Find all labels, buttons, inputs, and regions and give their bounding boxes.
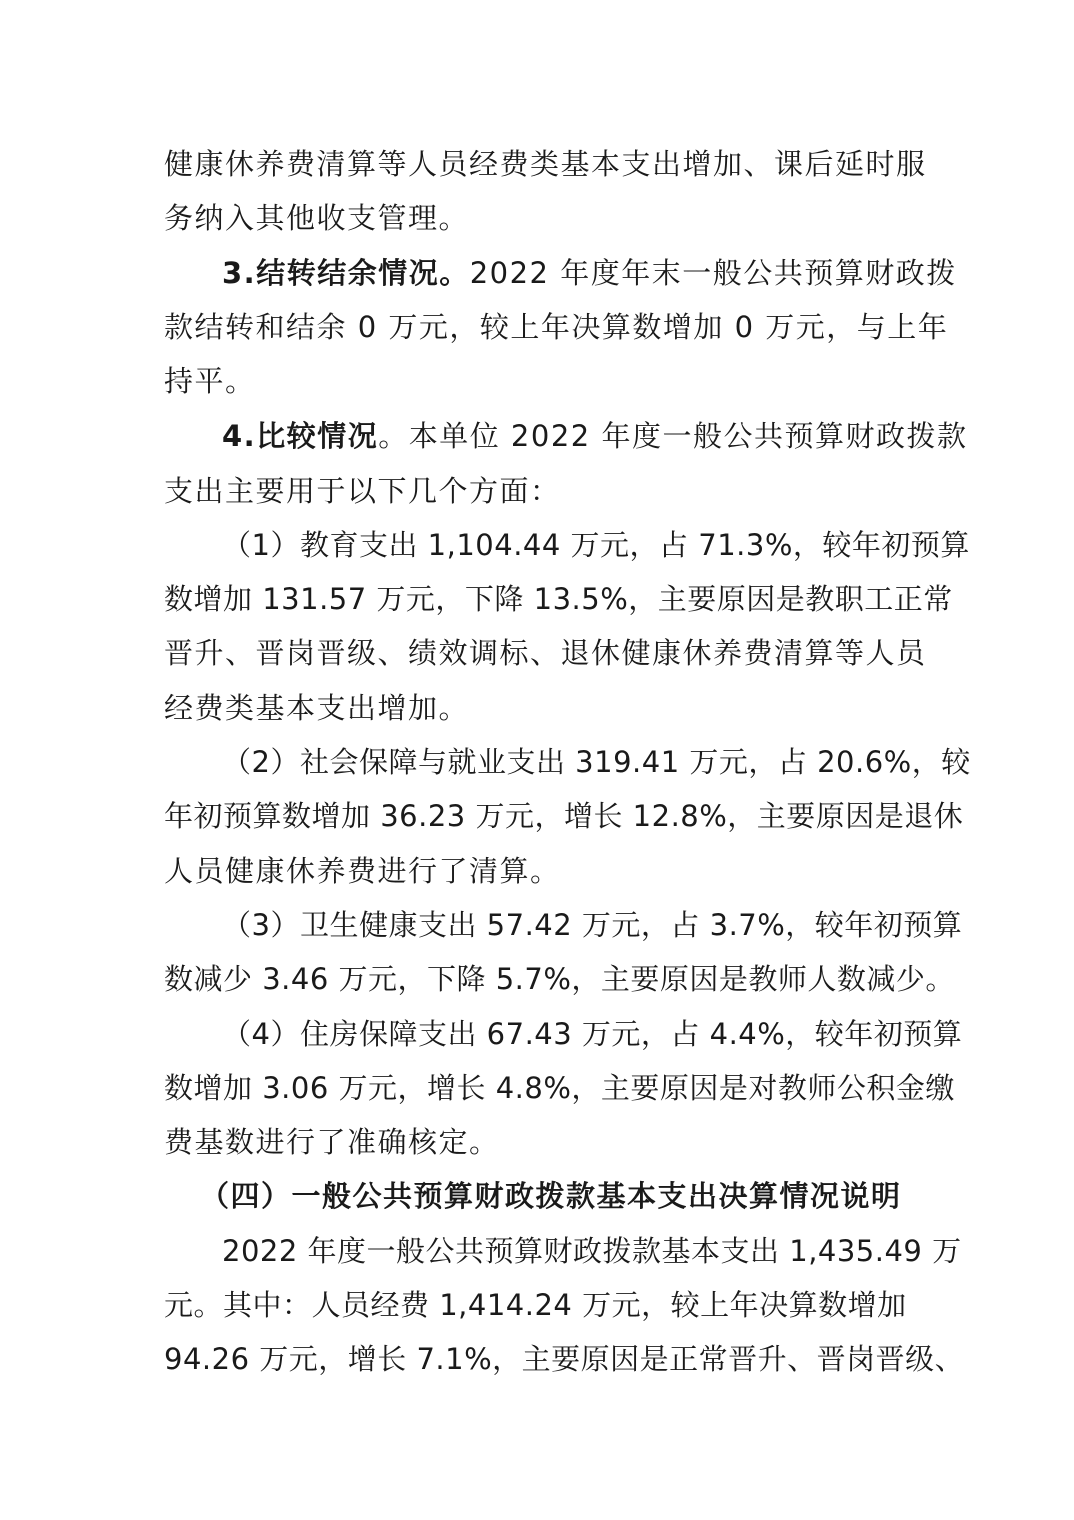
paragraph-line: （3）卫生健康支出 57.42 万元，占 3.7%，较年初预算 — [222, 908, 963, 942]
paragraph-line: 94.26 万元，增长 7.1%，主要原因是正常晋升、晋岗晋级、 — [164, 1342, 965, 1376]
paragraph-line: 款结转和结余 0 万元，较上年决算数增加 0 万元，与上年 — [164, 310, 949, 344]
line-text: 。本单位 2022 年度一般公共预算财政拨款 — [378, 419, 968, 453]
paragraph-line: 数减少 3.46 万元，下降 5.7%，主要原因是教师人数减少。 — [164, 962, 955, 996]
line-text: 2022 年度年末一般公共预算财政拨 — [469, 256, 957, 290]
paragraph-line — [222, 252, 972, 294]
paragraph-line: 持平。 — [164, 364, 256, 398]
paragraph-line: （1）教育支出 1,104.44 万元，占 71.3%，较年初预算 — [222, 528, 970, 562]
paragraph-line: （4）住房保障支出 67.43 万元，占 4.4%，较年初预算 — [222, 1017, 963, 1051]
paragraph-line: 年初预算数增加 36.23 万元，增长 12.8%，主要原因是退休 — [164, 799, 964, 833]
section-label: 4.比较情况 — [222, 419, 379, 453]
section-label: 3.结转结余情况。 — [222, 256, 470, 290]
paragraph-line: 经费类基本支出增加。 — [164, 691, 470, 725]
paragraph-line: 费基数进行了准确核定。 — [164, 1125, 500, 1159]
paragraph-line: 数增加 3.06 万元，增长 4.8%，主要原因是对教师公积金缴 — [164, 1071, 955, 1105]
paragraph-line — [222, 415, 972, 457]
paragraph-line: 人员健康休养费进行了清算。 — [164, 854, 561, 888]
section-heading: （四）一般公共预算财政拨款基本支出决算情况说明 — [200, 1179, 902, 1213]
paragraph-line: 务纳入其他收支管理。 — [164, 201, 470, 235]
paragraph-line: 晋升、晋岗晋级、绩效调标、退休健康休养费清算等人员 — [164, 636, 927, 670]
paragraph-line: 元。其中：人员经费 1,414.24 万元，较上年决算数增加 — [164, 1288, 907, 1322]
paragraph-line: （2）社会保障与就业支出 319.41 万元，占 20.6%，较 — [222, 745, 971, 779]
paragraph-line: 数增加 131.57 万元，下降 13.5%，主要原因是教职工正常 — [164, 582, 953, 616]
paragraph-line: 2022 年度一般公共预算财政拨款基本支出 1,435.49 万 — [222, 1234, 962, 1268]
paragraph-line: 健康休养费清算等人员经费类基本支出增加、课后延时服 — [164, 147, 927, 181]
paragraph-line: 支出主要用于以下几个方面： — [164, 474, 561, 508]
